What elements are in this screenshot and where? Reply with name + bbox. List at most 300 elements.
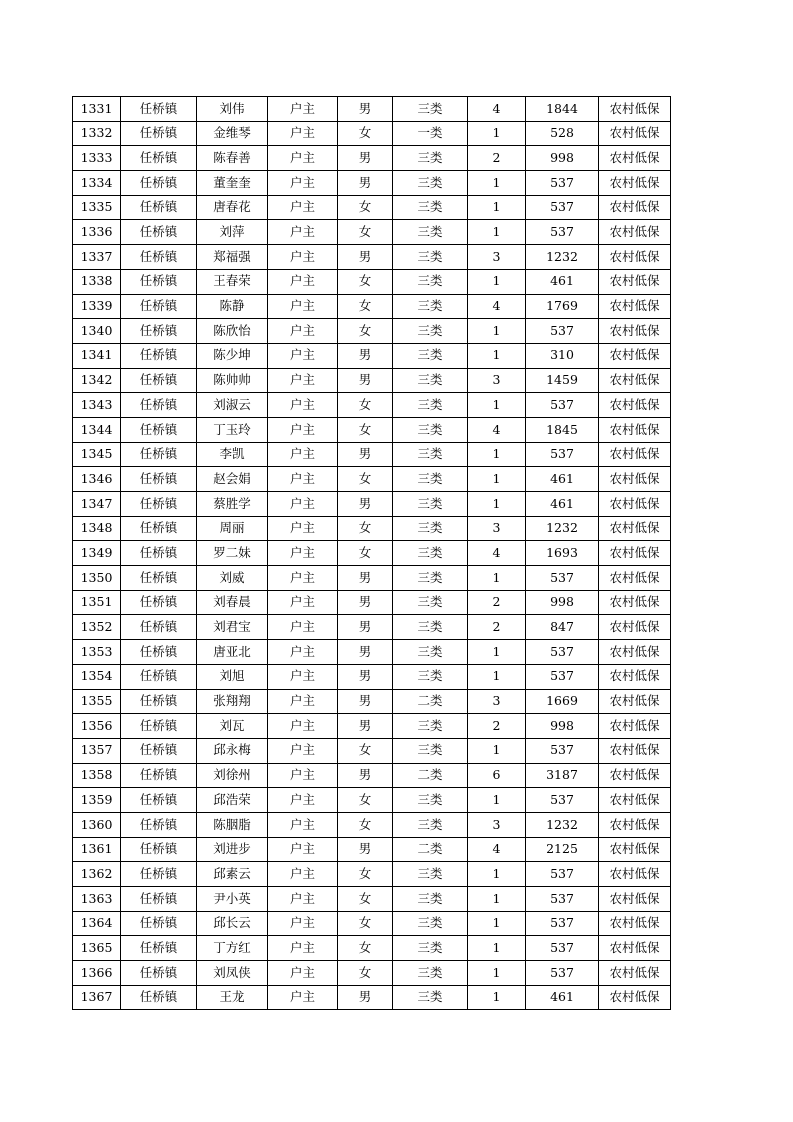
serial-number-cell: 1353 [73,640,121,665]
table-body [73,97,671,1010]
serial-number-cell: 1331 [73,97,121,122]
relation-cell: 户主 [268,985,338,1010]
gender-cell: 男 [338,985,393,1010]
assistance-type-cell: 农村低保 [599,294,671,319]
town-cell: 任桥镇 [121,121,197,146]
category-cell: 三类 [393,467,468,492]
household-size-cell: 1 [468,566,526,591]
gender-cell: 女 [338,467,393,492]
category-cell: 三类 [393,640,468,665]
town-cell: 任桥镇 [121,195,197,220]
relation-cell: 户主 [268,911,338,936]
relation-cell: 户主 [268,368,338,393]
town-cell: 任桥镇 [121,97,197,122]
town-cell: 任桥镇 [121,319,197,344]
assistance-type-cell: 农村低保 [599,195,671,220]
serial-number-cell: 1363 [73,887,121,912]
table-row [73,738,671,763]
name-cell: 陈静 [197,294,268,319]
household-size-cell: 1 [468,911,526,936]
relation-cell: 户主 [268,837,338,862]
category-cell: 三类 [393,245,468,270]
assistance-type-cell: 农村低保 [599,985,671,1010]
relation-cell: 户主 [268,393,338,418]
gender-cell: 女 [338,788,393,813]
household-size-cell: 2 [468,615,526,640]
serial-number-cell: 1341 [73,343,121,368]
serial-number-cell: 1354 [73,664,121,689]
category-cell: 三类 [393,788,468,813]
gender-cell: 女 [338,541,393,566]
amount-cell: 1669 [526,689,599,714]
serial-number-cell: 1366 [73,961,121,986]
amount-cell: 537 [526,664,599,689]
assistance-type-cell: 农村低保 [599,269,671,294]
amount-cell: 998 [526,146,599,171]
amount-cell: 461 [526,467,599,492]
town-cell: 任桥镇 [121,220,197,245]
category-cell: 一类 [393,121,468,146]
relation-cell: 户主 [268,615,338,640]
assistance-type-cell: 农村低保 [599,911,671,936]
gender-cell: 女 [338,195,393,220]
assistance-type-cell: 农村低保 [599,837,671,862]
name-cell: 周丽 [197,516,268,541]
amount-cell: 537 [526,171,599,196]
assistance-type-cell: 农村低保 [599,689,671,714]
name-cell: 刘旭 [197,664,268,689]
assistance-type-cell: 农村低保 [599,862,671,887]
gender-cell: 女 [338,887,393,912]
assistance-type-cell: 农村低保 [599,664,671,689]
relation-cell: 户主 [268,492,338,517]
household-size-cell: 1 [468,467,526,492]
serial-number-cell: 1350 [73,566,121,591]
amount-cell: 1769 [526,294,599,319]
category-cell: 三类 [393,220,468,245]
name-cell: 金维琴 [197,121,268,146]
serial-number-cell: 1362 [73,862,121,887]
relation-cell: 户主 [268,961,338,986]
category-cell: 三类 [393,171,468,196]
table-row [73,714,671,739]
name-cell: 刘春晨 [197,590,268,615]
category-cell: 三类 [393,664,468,689]
relation-cell: 户主 [268,689,338,714]
table-row [73,689,671,714]
gender-cell: 女 [338,911,393,936]
household-size-cell: 4 [468,837,526,862]
serial-number-cell: 1365 [73,936,121,961]
town-cell: 任桥镇 [121,146,197,171]
assistance-type-cell: 农村低保 [599,121,671,146]
relation-cell: 户主 [268,763,338,788]
table-row [73,887,671,912]
amount-cell: 1845 [526,417,599,442]
table-row [73,763,671,788]
name-cell: 陈帅帅 [197,368,268,393]
name-cell: 唐春花 [197,195,268,220]
amount-cell: 537 [526,961,599,986]
town-cell: 任桥镇 [121,961,197,986]
relation-cell: 户主 [268,294,338,319]
household-size-cell: 1 [468,640,526,665]
amount-cell: 537 [526,911,599,936]
assistance-type-cell: 农村低保 [599,590,671,615]
gender-cell: 女 [338,121,393,146]
table-row [73,492,671,517]
name-cell: 王龙 [197,985,268,1010]
relation-cell: 户主 [268,590,338,615]
assistance-type-cell: 农村低保 [599,220,671,245]
category-cell: 三类 [393,714,468,739]
name-cell: 邱素云 [197,862,268,887]
amount-cell: 1844 [526,97,599,122]
household-size-cell: 6 [468,763,526,788]
table-row [73,220,671,245]
household-size-cell: 1 [468,738,526,763]
gender-cell: 女 [338,862,393,887]
serial-number-cell: 1337 [73,245,121,270]
assistance-type-cell: 农村低保 [599,146,671,171]
town-cell: 任桥镇 [121,714,197,739]
serial-number-cell: 1361 [73,837,121,862]
category-cell: 三类 [393,615,468,640]
relation-cell: 户主 [268,121,338,146]
gender-cell: 男 [338,442,393,467]
gender-cell: 女 [338,738,393,763]
town-cell: 任桥镇 [121,417,197,442]
town-cell: 任桥镇 [121,985,197,1010]
amount-cell: 1232 [526,516,599,541]
gender-cell: 男 [338,763,393,788]
town-cell: 任桥镇 [121,911,197,936]
assistance-type-cell: 农村低保 [599,887,671,912]
gender-cell: 男 [338,343,393,368]
town-cell: 任桥镇 [121,812,197,837]
category-cell: 三类 [393,417,468,442]
assistance-type-cell: 农村低保 [599,714,671,739]
serial-number-cell: 1348 [73,516,121,541]
gender-cell: 男 [338,368,393,393]
household-size-cell: 3 [468,516,526,541]
town-cell: 任桥镇 [121,738,197,763]
name-cell: 刘淑云 [197,393,268,418]
serial-number-cell: 1346 [73,467,121,492]
relation-cell: 户主 [268,738,338,763]
serial-number-cell: 1356 [73,714,121,739]
assistance-type-cell: 农村低保 [599,961,671,986]
relation-cell: 户主 [268,269,338,294]
name-cell: 蔡胜学 [197,492,268,517]
gender-cell: 男 [338,664,393,689]
serial-number-cell: 1351 [73,590,121,615]
serial-number-cell: 1359 [73,788,121,813]
data-table [72,96,671,1010]
gender-cell: 男 [338,837,393,862]
serial-number-cell: 1364 [73,911,121,936]
household-size-cell: 1 [468,319,526,344]
relation-cell: 户主 [268,788,338,813]
name-cell: 张翔翔 [197,689,268,714]
assistance-type-cell: 农村低保 [599,812,671,837]
gender-cell: 男 [338,97,393,122]
amount-cell: 537 [526,936,599,961]
category-cell: 三类 [393,343,468,368]
assistance-type-cell: 农村低保 [599,492,671,517]
town-cell: 任桥镇 [121,566,197,591]
serial-number-cell: 1357 [73,738,121,763]
table-row [73,121,671,146]
amount-cell: 537 [526,640,599,665]
amount-cell: 3187 [526,763,599,788]
town-cell: 任桥镇 [121,368,197,393]
gender-cell: 男 [338,615,393,640]
name-cell: 刘君宝 [197,615,268,640]
table-row [73,516,671,541]
table-row [73,615,671,640]
town-cell: 任桥镇 [121,788,197,813]
name-cell: 丁玉玲 [197,417,268,442]
assistance-type-cell: 农村低保 [599,393,671,418]
assistance-type-cell: 农村低保 [599,171,671,196]
gender-cell: 男 [338,566,393,591]
table-row [73,837,671,862]
household-size-cell: 1 [468,343,526,368]
amount-cell: 537 [526,738,599,763]
household-size-cell: 1 [468,171,526,196]
serial-number-cell: 1358 [73,763,121,788]
amount-cell: 537 [526,788,599,813]
category-cell: 三类 [393,368,468,393]
relation-cell: 户主 [268,343,338,368]
household-size-cell: 1 [468,788,526,813]
category-cell: 三类 [393,911,468,936]
household-size-cell: 4 [468,417,526,442]
table-row [73,590,671,615]
amount-cell: 537 [526,566,599,591]
relation-cell: 户主 [268,171,338,196]
household-size-cell: 1 [468,220,526,245]
assistance-type-cell: 农村低保 [599,343,671,368]
amount-cell: 461 [526,492,599,517]
relation-cell: 户主 [268,245,338,270]
town-cell: 任桥镇 [121,664,197,689]
relation-cell: 户主 [268,220,338,245]
assistance-type-cell: 农村低保 [599,245,671,270]
assistance-type-cell: 农村低保 [599,566,671,591]
town-cell: 任桥镇 [121,936,197,961]
gender-cell: 女 [338,294,393,319]
table-row [73,195,671,220]
name-cell: 王春荣 [197,269,268,294]
category-cell: 三类 [393,887,468,912]
name-cell: 刘伟 [197,97,268,122]
town-cell: 任桥镇 [121,393,197,418]
amount-cell: 537 [526,319,599,344]
gender-cell: 男 [338,492,393,517]
category-cell: 三类 [393,541,468,566]
gender-cell: 女 [338,936,393,961]
category-cell: 三类 [393,393,468,418]
household-size-cell: 3 [468,812,526,837]
table-row [73,269,671,294]
town-cell: 任桥镇 [121,245,197,270]
assistance-type-cell: 农村低保 [599,442,671,467]
category-cell: 三类 [393,319,468,344]
assistance-type-cell: 农村低保 [599,640,671,665]
relation-cell: 户主 [268,566,338,591]
name-cell: 邱长云 [197,911,268,936]
category-cell: 三类 [393,492,468,517]
category-cell: 三类 [393,985,468,1010]
category-cell: 二类 [393,763,468,788]
assistance-type-cell: 农村低保 [599,319,671,344]
relation-cell: 户主 [268,442,338,467]
gender-cell: 女 [338,220,393,245]
gender-cell: 女 [338,393,393,418]
category-cell: 三类 [393,195,468,220]
table-row [73,171,671,196]
relation-cell: 户主 [268,541,338,566]
amount-cell: 1232 [526,812,599,837]
serial-number-cell: 1336 [73,220,121,245]
name-cell: 陈春善 [197,146,268,171]
amount-cell: 537 [526,195,599,220]
table-row [73,368,671,393]
amount-cell: 537 [526,393,599,418]
name-cell: 邱浩荣 [197,788,268,813]
amount-cell: 998 [526,714,599,739]
town-cell: 任桥镇 [121,862,197,887]
town-cell: 任桥镇 [121,763,197,788]
relation-cell: 户主 [268,887,338,912]
town-cell: 任桥镇 [121,516,197,541]
household-size-cell: 1 [468,269,526,294]
table-row [73,294,671,319]
category-cell: 三类 [393,516,468,541]
household-size-cell: 1 [468,936,526,961]
household-size-cell: 1 [468,961,526,986]
town-cell: 任桥镇 [121,343,197,368]
gender-cell: 女 [338,812,393,837]
table-row [73,417,671,442]
gender-cell: 男 [338,714,393,739]
amount-cell: 537 [526,887,599,912]
relation-cell: 户主 [268,714,338,739]
name-cell: 邱永梅 [197,738,268,763]
category-cell: 二类 [393,689,468,714]
serial-number-cell: 1338 [73,269,121,294]
serial-number-cell: 1347 [73,492,121,517]
town-cell: 任桥镇 [121,541,197,566]
serial-number-cell: 1339 [73,294,121,319]
serial-number-cell: 1342 [73,368,121,393]
amount-cell: 2125 [526,837,599,862]
assistance-type-cell: 农村低保 [599,541,671,566]
gender-cell: 男 [338,245,393,270]
name-cell: 刘徐州 [197,763,268,788]
category-cell: 三类 [393,97,468,122]
table-row [73,393,671,418]
town-cell: 任桥镇 [121,492,197,517]
serial-number-cell: 1332 [73,121,121,146]
category-cell: 三类 [393,961,468,986]
relation-cell: 户主 [268,146,338,171]
serial-number-cell: 1349 [73,541,121,566]
relation-cell: 户主 [268,936,338,961]
amount-cell: 1459 [526,368,599,393]
household-size-cell: 1 [468,664,526,689]
household-size-cell: 1 [468,442,526,467]
serial-number-cell: 1360 [73,812,121,837]
town-cell: 任桥镇 [121,837,197,862]
town-cell: 任桥镇 [121,467,197,492]
gender-cell: 女 [338,269,393,294]
name-cell: 刘凤侠 [197,961,268,986]
household-size-cell: 1 [468,195,526,220]
household-size-cell: 2 [468,146,526,171]
amount-cell: 537 [526,442,599,467]
household-size-cell: 2 [468,714,526,739]
table-row [73,961,671,986]
amount-cell: 461 [526,985,599,1010]
name-cell: 赵会娟 [197,467,268,492]
town-cell: 任桥镇 [121,640,197,665]
table-row [73,788,671,813]
category-cell: 三类 [393,812,468,837]
table-row [73,442,671,467]
household-size-cell: 3 [468,368,526,393]
category-cell: 三类 [393,936,468,961]
name-cell: 丁方红 [197,936,268,961]
name-cell: 罗二妹 [197,541,268,566]
household-size-cell: 3 [468,245,526,270]
name-cell: 陈欣怡 [197,319,268,344]
assistance-type-cell: 农村低保 [599,615,671,640]
table-row [73,664,671,689]
serial-number-cell: 1367 [73,985,121,1010]
table-row [73,640,671,665]
assistance-type-cell: 农村低保 [599,738,671,763]
name-cell: 郑福强 [197,245,268,270]
amount-cell: 998 [526,590,599,615]
gender-cell: 女 [338,516,393,541]
name-cell: 李凯 [197,442,268,467]
relation-cell: 户主 [268,862,338,887]
table-row [73,541,671,566]
household-size-cell: 2 [468,590,526,615]
assistance-type-cell: 农村低保 [599,467,671,492]
relation-cell: 户主 [268,195,338,220]
household-size-cell: 1 [468,887,526,912]
relation-cell: 户主 [268,812,338,837]
table-row [73,985,671,1010]
gender-cell: 男 [338,146,393,171]
assistance-type-cell: 农村低保 [599,763,671,788]
gender-cell: 女 [338,319,393,344]
amount-cell: 1232 [526,245,599,270]
gender-cell: 男 [338,689,393,714]
relation-cell: 户主 [268,467,338,492]
table-row [73,319,671,344]
amount-cell: 528 [526,121,599,146]
relation-cell: 户主 [268,664,338,689]
household-size-cell: 4 [468,97,526,122]
table-row [73,566,671,591]
table-row [73,812,671,837]
town-cell: 任桥镇 [121,615,197,640]
